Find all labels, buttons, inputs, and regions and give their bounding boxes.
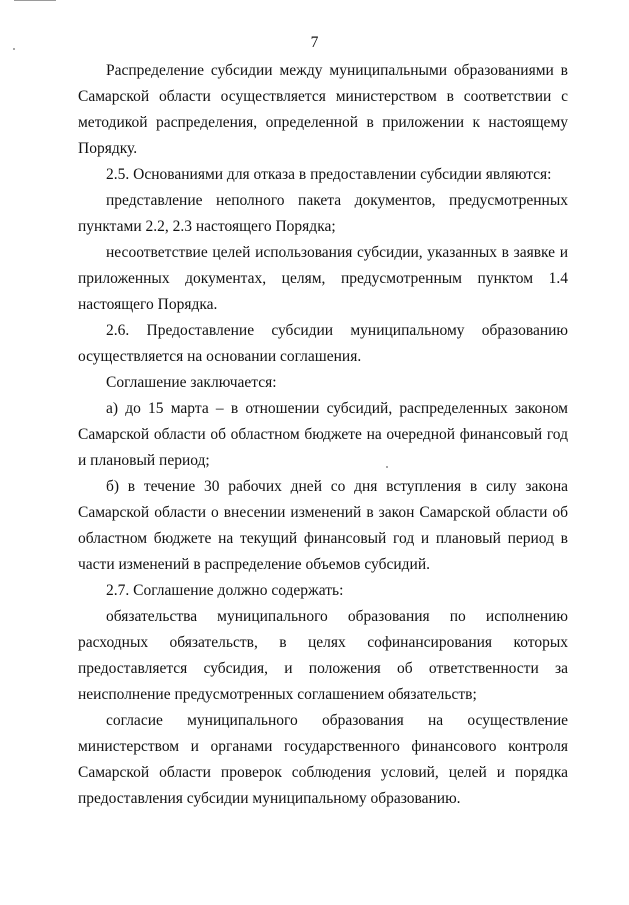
- paragraph-incomplete-documents: представление неполного пакета документов, предусмотренных пунктами 2.2, 2.3 настоящего Порядка;: [78, 192, 568, 235]
- paragraph-item-b: б) в течение 30 рабочих дней со дня вступления в силу закона Самарской области о внесении изменений в закон Самарской области об областном бюджете на текущий финансовый год и плановый период в части изменений в распределение объемов субсидий.: [78, 478, 568, 573]
- paragraph-subsidy-distribution: Распределение субсидии между муниципальными образованиями в Самарской области осуществляется министерством в соответствии с методикой распределения, определенной в приложении к настоящему Порядку.: [78, 62, 568, 157]
- paragraph-2-7-heading: 2.7. Соглашение должно содержать:: [106, 582, 344, 599]
- paragraph-2-5-heading: 2.5. Основаниями для отказа в предоставлении субсидии являются:: [106, 166, 552, 183]
- paragraph-obligations: обязательства муниципального образования по исполнению расходных обязательств, в целях софинансирования которых предоставляется субсидия, и положения об ответственности за неисполнение предусмотренных соглашением обязательств;: [78, 608, 568, 703]
- paragraph-2-6-agreement-basis: 2.6. Предоставление субсидии муниципальному образованию осуществляется на основании соглашения.: [78, 322, 568, 365]
- scan-edge-mark: [14, 0, 56, 1]
- page-number: 7: [310, 34, 319, 51]
- paragraph-consent: согласие муниципального образования на осуществление министерством и органами государственного финансового контроля Самарской области проверок соблюдения условий, целей и порядка предоставления субсидии муниципальному образованию.: [78, 712, 568, 807]
- paragraph-item-a: а) до 15 марта – в отношении субсидий, распределенных законом Самарской области об областном бюджете на очередной финансовый год и плановый период;: [78, 400, 568, 469]
- paragraph-goal-mismatch: несоответствие целей использования субсидии, указанных в заявке и приложенных документах, целям, предусмотренным пунктом 1.4 настоящего Порядка.: [78, 244, 568, 313]
- document-body: [78, 58, 568, 812]
- paragraph-agreement-concluded: Соглашение заключается:: [106, 374, 277, 391]
